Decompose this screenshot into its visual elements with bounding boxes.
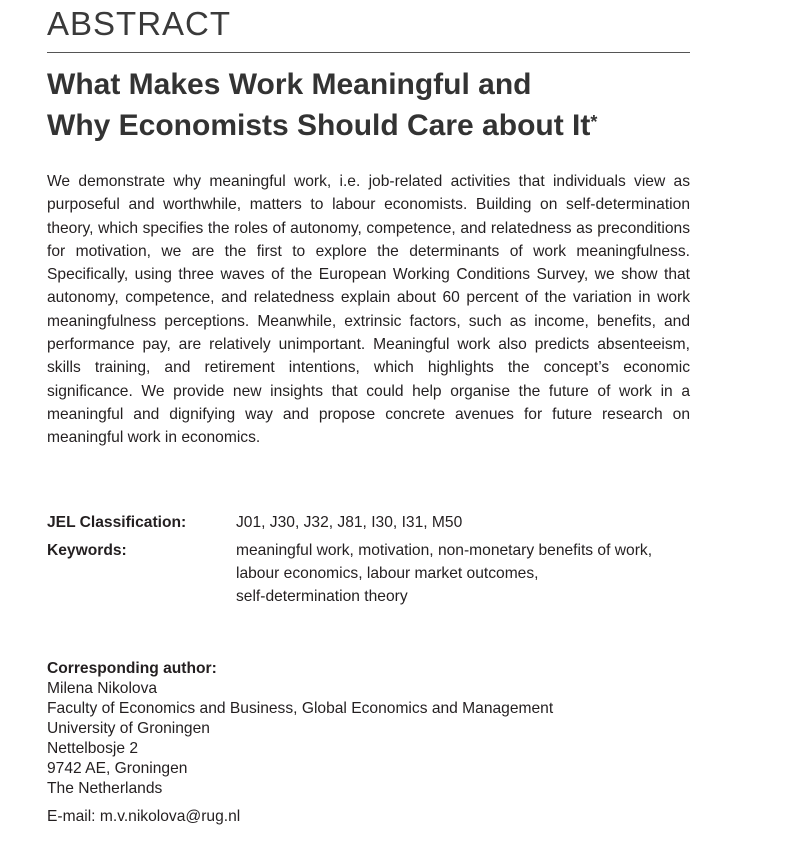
keywords-line: meaningful work, motivation, non-monetary benefits of work, [236, 542, 653, 559]
author-name: Milena Nikolova [47, 680, 158, 697]
heading-divider [47, 52, 690, 53]
jel-codes: J01, J30, J32, J81, I30, I31, M50 [236, 514, 463, 531]
keywords-label: Keywords: [47, 542, 127, 559]
abstract-text: We demonstrate why meaningful work, i.e. job-related activities that individuals view as purposeful and worthwhile, matters to labour economists. Building on self-determination theory, which specifies the roles of autonomy, competence, and relatedness as preconditions for motivation, we are the first to explore the determinants of work meaningfulness. Specifically, using three waves of the European Working Conditions Survey, we show that autonomy, competence, and relatedness explain about 60 percent of the variation in work meaningfulness perceptions. Meanwhile, extrinsic factors, such as income, benefits, and performance pay, are relatively unimportant. Meaningful work also predicts absenteeism, skills training, and retirement intentions, which highlights the concept’s economic significance. We provide new insights that could help organise the future of work in a meaningful and dignifying way and propose concrete avenues for future research on meaningful work in economics. [47, 173, 690, 447]
email-link[interactable]: m.v.nikolova@rug.nl [99, 808, 241, 825]
section-heading: ABSTRACT [47, 5, 232, 42]
jel-row [47, 511, 690, 534]
keywords-line: labour economics, labour market outcomes, [236, 565, 539, 582]
corresponding-author-label: Corresponding author: [47, 660, 217, 677]
author-street: Nettelbosje 2 [47, 740, 139, 757]
paper-title [47, 64, 690, 146]
title-footnote-mark: * [590, 112, 598, 132]
title-line-1: What Makes Work Meaningful and [47, 68, 532, 101]
corresponding-author-block [47, 659, 690, 827]
title-line-2-text: Why Economists Should Care about It [47, 109, 591, 142]
keywords-line: self-determination theory [236, 588, 408, 605]
keywords-row [47, 539, 690, 608]
keywords-list [236, 539, 690, 608]
author-country: The Netherlands [47, 780, 163, 797]
title-line-2 [47, 105, 690, 146]
jel-label: JEL Classification: [47, 514, 187, 531]
author-faculty: Faculty of Economics and Business, Global Economics and Management [47, 700, 554, 717]
email-row [47, 807, 690, 827]
author-city: 9742 AE, Groningen [47, 760, 188, 777]
classification-block [47, 511, 690, 608]
author-university: University of Groningen [47, 720, 210, 737]
email-label: E-mail: [47, 808, 96, 825]
